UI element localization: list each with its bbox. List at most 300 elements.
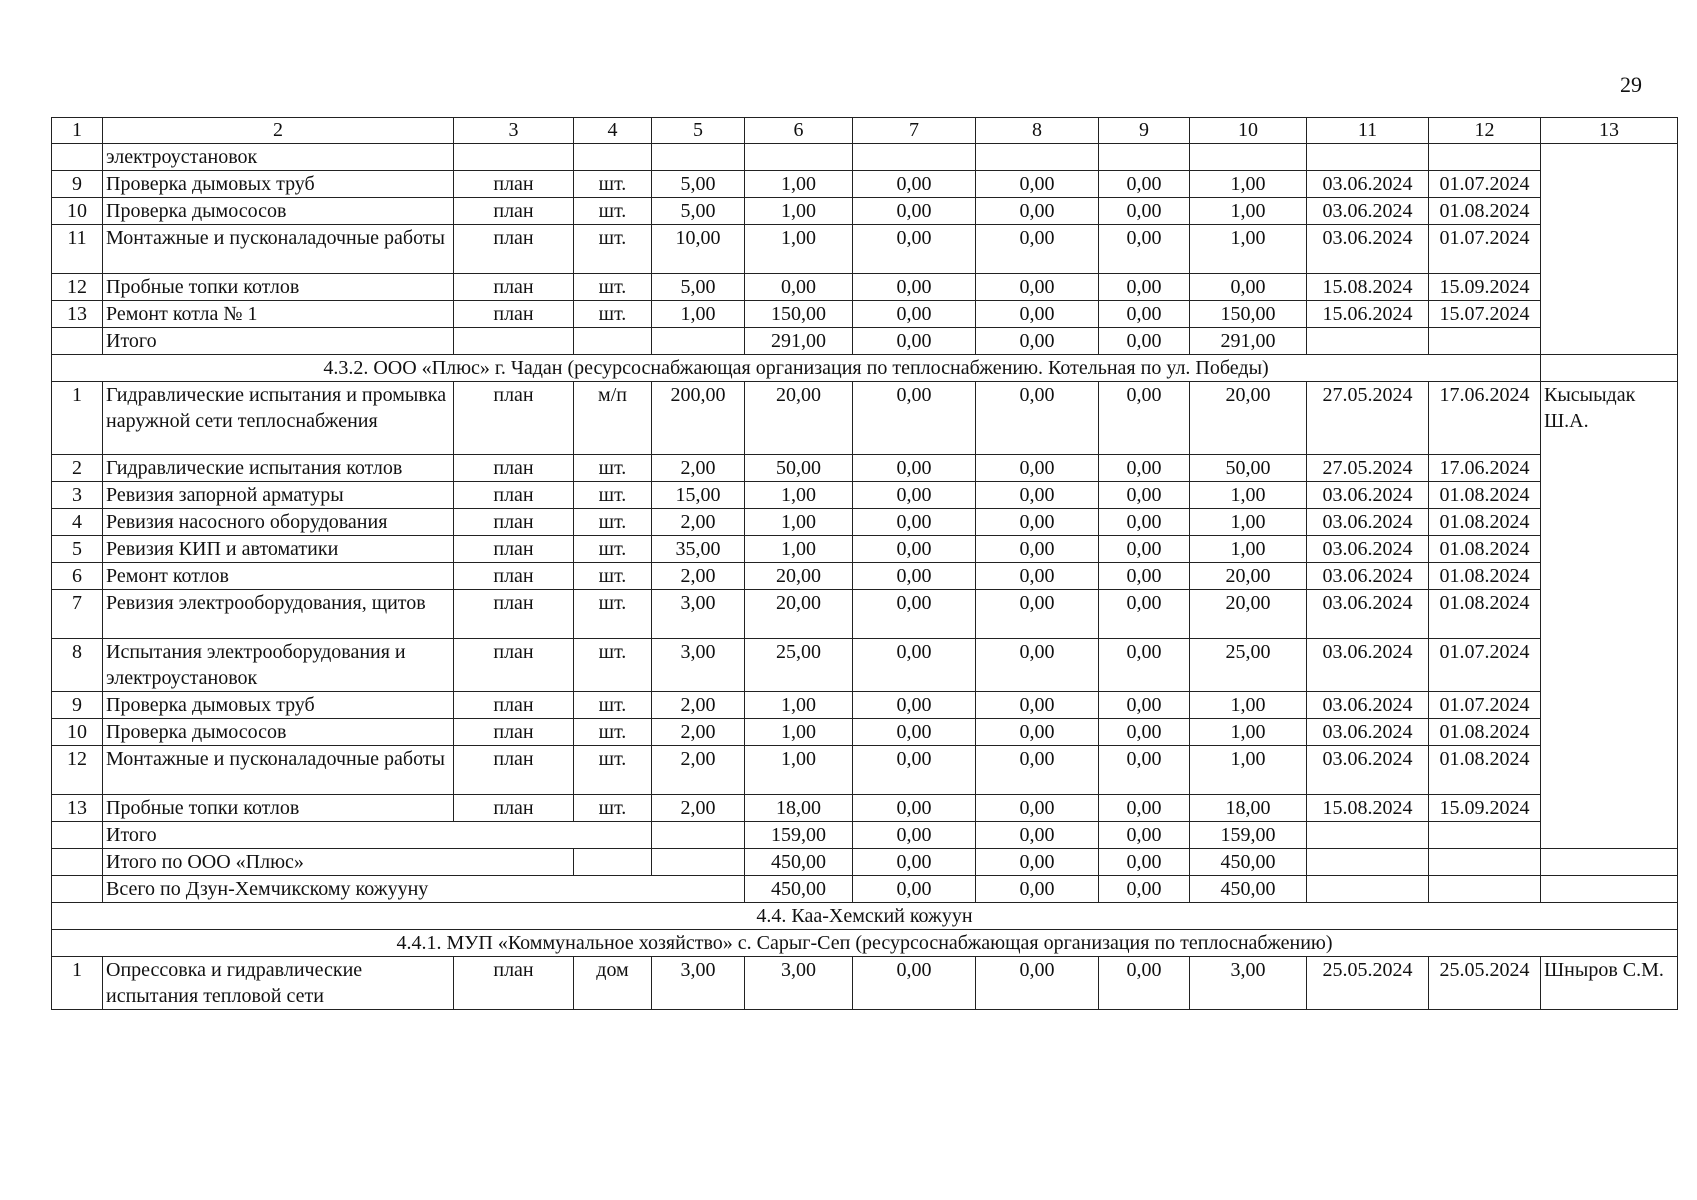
table-cell: 0,00 (1099, 795, 1190, 822)
table-cell: 18,00 (1190, 795, 1307, 822)
table-cell: 27.05.2024 (1307, 382, 1429, 455)
total-label: Итого (103, 822, 652, 849)
table-cell: 3,00 (1190, 957, 1307, 1010)
table-cell: 20,00 (1190, 590, 1307, 639)
work-name: Опрессовка и гидравлические испытания тепловой сети (103, 957, 454, 1010)
table-row (52, 225, 1678, 274)
table-cell: 1,00 (745, 692, 853, 719)
table-cell: 01.07.2024 (1429, 639, 1541, 692)
table-cell: 0,00 (976, 328, 1099, 355)
table-row (52, 639, 1678, 692)
table-cell: 3,00 (652, 590, 745, 639)
table-cell: план (454, 795, 574, 822)
table-cell: 1,00 (652, 301, 745, 328)
table-cell: 01.08.2024 (1429, 719, 1541, 746)
column-header: 10 (1190, 118, 1307, 144)
table-cell: 0,00 (1099, 639, 1190, 692)
total-row (52, 822, 1678, 849)
table-cell: план (454, 225, 574, 274)
table-cell: 0,00 (1099, 328, 1190, 355)
table-cell (52, 849, 103, 876)
work-name: Проверка дымососов (103, 719, 454, 746)
row-number: 2 (52, 455, 103, 482)
table-cell: план (454, 274, 574, 301)
table-cell: 20,00 (745, 382, 853, 455)
table-cell: 03.06.2024 (1307, 198, 1429, 225)
table-cell: 1,00 (745, 719, 853, 746)
table-cell: шт. (574, 590, 652, 639)
total-label: Итого (103, 328, 454, 355)
table-cell: 03.06.2024 (1307, 563, 1429, 590)
table-cell: 0,00 (1190, 274, 1307, 301)
table-cell (652, 328, 745, 355)
table-cell: 0,00 (976, 746, 1099, 795)
table-cell: 0,00 (853, 692, 976, 719)
table-cell: 0,00 (853, 536, 976, 563)
table-row (52, 482, 1678, 509)
work-name: Проверка дымовых труб (103, 692, 454, 719)
table-cell (1190, 144, 1307, 171)
table-cell: 0,00 (976, 719, 1099, 746)
table-cell: 450,00 (1190, 849, 1307, 876)
table-cell (1099, 144, 1190, 171)
table-cell: 18,00 (745, 795, 853, 822)
table-cell: 0,00 (1099, 225, 1190, 274)
row-number: 9 (52, 171, 103, 198)
table-cell: 50,00 (745, 455, 853, 482)
table-cell: план (454, 746, 574, 795)
table-cell: 2,00 (652, 563, 745, 590)
table-cell: 15.09.2024 (1429, 274, 1541, 301)
table-cell: 0,00 (976, 382, 1099, 455)
table-cell: 0,00 (853, 719, 976, 746)
table-cell: 01.08.2024 (1429, 482, 1541, 509)
table-cell (454, 144, 574, 171)
table-cell: шт. (574, 482, 652, 509)
row-number: 10 (52, 719, 103, 746)
table-cell: м/п (574, 382, 652, 455)
table-cell: 1,00 (1190, 482, 1307, 509)
table-row (52, 455, 1678, 482)
table-cell: 01.08.2024 (1429, 509, 1541, 536)
table-cell (1429, 328, 1541, 355)
work-name: Монтажные и пусконаладочные работы (103, 225, 454, 274)
total-row (52, 328, 1678, 355)
table-cell: план (454, 382, 574, 455)
table-cell: 1,00 (1190, 719, 1307, 746)
table-cell: 2,00 (652, 455, 745, 482)
table-cell: 01.08.2024 (1429, 536, 1541, 563)
table-cell: шт. (574, 301, 652, 328)
table-cell: 01.07.2024 (1429, 171, 1541, 198)
table-cell: 159,00 (1190, 822, 1307, 849)
table-cell: 1,00 (745, 746, 853, 795)
table-row (52, 590, 1678, 639)
table-cell: 0,00 (976, 822, 1099, 849)
table-cell: 20,00 (1190, 563, 1307, 590)
table-cell: 03.06.2024 (1307, 482, 1429, 509)
table-cell: 0,00 (853, 849, 976, 876)
table-cell (976, 144, 1099, 171)
table-cell: 03.06.2024 (1307, 590, 1429, 639)
table-cell: 3,00 (652, 639, 745, 692)
row-number: 6 (52, 563, 103, 590)
table-cell: 0,00 (853, 382, 976, 455)
table-cell (1429, 822, 1541, 849)
table-cell: 35,00 (652, 536, 745, 563)
table-cell: 0,00 (853, 274, 976, 301)
total-label: Итого по ООО «Плюс» (103, 849, 574, 876)
header-row (52, 118, 1678, 144)
work-name: Ревизия электрооборудования, щитов (103, 590, 454, 639)
row-number: 12 (52, 746, 103, 795)
page-number: 29 (1620, 72, 1642, 97)
table-cell: 0,00 (853, 957, 976, 1010)
total-row (52, 849, 1678, 876)
table-cell: 0,00 (976, 639, 1099, 692)
table-cell: 1,00 (745, 482, 853, 509)
table-cell: план (454, 482, 574, 509)
table-cell: 450,00 (745, 849, 853, 876)
table-cell (1541, 355, 1678, 382)
table-cell: 291,00 (1190, 328, 1307, 355)
table-cell: 2,00 (652, 719, 745, 746)
table-cell: шт. (574, 171, 652, 198)
row-number: 9 (52, 692, 103, 719)
table-cell: шт. (574, 225, 652, 274)
table-cell: 0,00 (1099, 590, 1190, 639)
table-cell (1541, 144, 1678, 355)
row-number: 8 (52, 639, 103, 692)
table-cell: 0,00 (1099, 382, 1190, 455)
work-name: Ревизия запорной арматуры (103, 482, 454, 509)
table-cell: 20,00 (745, 563, 853, 590)
table-cell: 0,00 (976, 509, 1099, 536)
table-cell (1307, 144, 1429, 171)
table-cell (52, 822, 103, 849)
table-cell: 0,00 (976, 301, 1099, 328)
work-name: Ревизия КИП и автоматики (103, 536, 454, 563)
table-cell: 1,00 (1190, 746, 1307, 795)
table-cell: 10,00 (652, 225, 745, 274)
table-cell: 0,00 (745, 274, 853, 301)
row-number: 13 (52, 301, 103, 328)
responsible-person: Шныров С.М. (1541, 957, 1678, 1010)
table-cell: 03.06.2024 (1307, 171, 1429, 198)
table-cell (1307, 876, 1429, 903)
table-cell: план (454, 171, 574, 198)
table-row (52, 692, 1678, 719)
table-cell: 150,00 (1190, 301, 1307, 328)
table-cell: шт. (574, 639, 652, 692)
row-number: 1 (52, 957, 103, 1010)
table-cell: 2,00 (652, 795, 745, 822)
table-cell: 0,00 (1099, 482, 1190, 509)
work-name: Ремонт котла № 1 (103, 301, 454, 328)
table-cell: 0,00 (976, 171, 1099, 198)
table-cell (1429, 849, 1541, 876)
table-cell: 0,00 (853, 590, 976, 639)
table-cell: 0,00 (976, 274, 1099, 301)
work-name: Гидравлические испытания котлов (103, 455, 454, 482)
table-cell: 0,00 (853, 198, 976, 225)
table-cell: 3,00 (652, 957, 745, 1010)
row-number: 13 (52, 795, 103, 822)
table-cell: 17.06.2024 (1429, 455, 1541, 482)
table-cell: 0,00 (853, 301, 976, 328)
table-cell: шт. (574, 692, 652, 719)
row-number: 7 (52, 590, 103, 639)
table-cell (1307, 328, 1429, 355)
table-cell: 1,00 (1190, 198, 1307, 225)
total-row (52, 876, 1678, 903)
table-cell: 03.06.2024 (1307, 746, 1429, 795)
table-cell (652, 849, 745, 876)
column-header: 12 (1429, 118, 1541, 144)
table-cell: 01.07.2024 (1429, 225, 1541, 274)
table-cell: 0,00 (1099, 536, 1190, 563)
table-cell: шт. (574, 509, 652, 536)
table-cell: план (454, 301, 574, 328)
work-name: Монтажные и пусконаладочные работы (103, 746, 454, 795)
table-cell: 15,00 (652, 482, 745, 509)
row-number: 1 (52, 382, 103, 455)
table-body (52, 118, 1678, 1010)
table-cell: план (454, 198, 574, 225)
table-row (52, 301, 1678, 328)
table-cell: 0,00 (976, 198, 1099, 225)
table-cell: 0,00 (1099, 746, 1190, 795)
table-cell: 0,00 (1099, 849, 1190, 876)
table-cell: 0,00 (853, 746, 976, 795)
table-row (52, 274, 1678, 301)
total-label: Всего по Дзун-Хемчикскому кожууну (103, 876, 745, 903)
table-cell: 0,00 (1099, 301, 1190, 328)
table-cell: дом (574, 957, 652, 1010)
table-cell: 0,00 (1099, 719, 1190, 746)
table-cell: план (454, 692, 574, 719)
table-cell: 1,00 (1190, 225, 1307, 274)
table-cell: шт. (574, 198, 652, 225)
table-cell: 0,00 (976, 536, 1099, 563)
table-cell: шт. (574, 536, 652, 563)
table-cell: 0,00 (853, 482, 976, 509)
table-cell: план (454, 590, 574, 639)
table-cell: 1,00 (1190, 171, 1307, 198)
table-cell (52, 876, 103, 903)
table-cell: 50,00 (1190, 455, 1307, 482)
table-cell: 15.08.2024 (1307, 274, 1429, 301)
table-cell (1429, 876, 1541, 903)
section-row (52, 930, 1678, 957)
table-cell: 450,00 (745, 876, 853, 903)
table-cell: 1,00 (745, 171, 853, 198)
row-number: 5 (52, 536, 103, 563)
table-cell (574, 144, 652, 171)
table-cell: 0,00 (853, 639, 976, 692)
section-row (52, 903, 1678, 930)
table-cell: 0,00 (853, 328, 976, 355)
table-cell: 27.05.2024 (1307, 455, 1429, 482)
table-row (52, 719, 1678, 746)
table-cell: 15.08.2024 (1307, 795, 1429, 822)
table-cell (745, 144, 853, 171)
table-row (52, 382, 1678, 455)
work-name: Проверка дымососов (103, 198, 454, 225)
table-cell: 25.05.2024 (1307, 957, 1429, 1010)
table-row (52, 795, 1678, 822)
table-cell: 0,00 (976, 482, 1099, 509)
row-number: 12 (52, 274, 103, 301)
table-cell: 0,00 (1099, 692, 1190, 719)
table-cell: 2,00 (652, 692, 745, 719)
table-cell: 25,00 (1190, 639, 1307, 692)
section-title: 4.4. Каа-Хемский кожуун (52, 903, 1678, 930)
table-cell: 0,00 (1099, 822, 1190, 849)
table-cell: 150,00 (745, 301, 853, 328)
table-cell: 0,00 (1099, 455, 1190, 482)
table-cell: 25,00 (745, 639, 853, 692)
table-cell (853, 144, 976, 171)
table-row (52, 171, 1678, 198)
column-header: 4 (574, 118, 652, 144)
table-cell: 15.07.2024 (1429, 301, 1541, 328)
table-cell: 0,00 (1099, 957, 1190, 1010)
table-cell: 03.06.2024 (1307, 639, 1429, 692)
row-number: 10 (52, 198, 103, 225)
table-cell (52, 328, 103, 355)
table-cell: шт. (574, 563, 652, 590)
table-cell: 0,00 (853, 171, 976, 198)
column-header: 11 (1307, 118, 1429, 144)
table-cell: 0,00 (853, 795, 976, 822)
section-title: 4.3.2. ООО «Плюс» г. Чадан (ресурсоснабжающая организация по теплоснабжению. Котельная по ул. Победы) (52, 355, 1541, 382)
table-cell: план (454, 719, 574, 746)
column-header: 8 (976, 118, 1099, 144)
table-cell: 5,00 (652, 198, 745, 225)
column-header: 1 (52, 118, 103, 144)
table-row (52, 563, 1678, 590)
work-name: Испытания электрооборудования и электроустановок (103, 639, 454, 692)
table-cell: 17.06.2024 (1429, 382, 1541, 455)
work-name: Пробные топки котлов (103, 795, 454, 822)
table-cell: 0,00 (1099, 171, 1190, 198)
table-cell: 0,00 (976, 876, 1099, 903)
table-cell: 20,00 (745, 590, 853, 639)
table-cell: 0,00 (976, 225, 1099, 274)
table-row (52, 536, 1678, 563)
table-cell (574, 328, 652, 355)
table-cell: шт. (574, 795, 652, 822)
column-header: 9 (1099, 118, 1190, 144)
table-cell: план (454, 509, 574, 536)
table-cell: 03.06.2024 (1307, 536, 1429, 563)
column-header: 6 (745, 118, 853, 144)
table-cell: 0,00 (1099, 876, 1190, 903)
table-cell: план (454, 536, 574, 563)
table-cell: 0,00 (853, 563, 976, 590)
column-header: 2 (103, 118, 454, 144)
table-cell: 03.06.2024 (1307, 225, 1429, 274)
table-cell: 0,00 (976, 849, 1099, 876)
section-row (52, 355, 1678, 382)
work-plan-table (51, 117, 1678, 1010)
table-cell: план (454, 563, 574, 590)
table-cell: 0,00 (1099, 509, 1190, 536)
table-cell: 200,00 (652, 382, 745, 455)
table-cell: 0,00 (976, 590, 1099, 639)
table-cell: 2,00 (652, 746, 745, 795)
table-cell (652, 144, 745, 171)
table-cell: 15.09.2024 (1429, 795, 1541, 822)
work-name: Гидравлические испытания и промывка наружной сети теплоснабжения (103, 382, 454, 455)
table-cell: 3,00 (745, 957, 853, 1010)
table-cell (1307, 822, 1429, 849)
table-cell: 01.08.2024 (1429, 198, 1541, 225)
table-cell: 15.06.2024 (1307, 301, 1429, 328)
table-cell: 1,00 (745, 198, 853, 225)
table-cell (1307, 849, 1429, 876)
column-header: 13 (1541, 118, 1678, 144)
table-cell (652, 822, 745, 849)
table-cell: 0,00 (1099, 563, 1190, 590)
table-cell: 0,00 (976, 795, 1099, 822)
table-cell: 0,00 (853, 225, 976, 274)
table-cell: 0,00 (976, 957, 1099, 1010)
table-cell (574, 849, 652, 876)
responsible-person: Кысыыдак Ш.А. (1541, 382, 1678, 849)
row-number: 4 (52, 509, 103, 536)
table-cell (1429, 144, 1541, 171)
table-cell: 0,00 (976, 563, 1099, 590)
row-number: 11 (52, 225, 103, 274)
table-row (52, 198, 1678, 225)
column-header: 3 (454, 118, 574, 144)
table-cell: 0,00 (853, 509, 976, 536)
table-cell: 01.07.2024 (1429, 692, 1541, 719)
table-cell: 03.06.2024 (1307, 719, 1429, 746)
table-cell: план (454, 455, 574, 482)
table-cell: 0,00 (976, 455, 1099, 482)
table-cell (454, 328, 574, 355)
table-cell: 1,00 (1190, 536, 1307, 563)
table-cell: 25.05.2024 (1429, 957, 1541, 1010)
table-cell: 0,00 (853, 455, 976, 482)
work-name: электроустановок (103, 144, 454, 171)
table-cell: 1,00 (1190, 509, 1307, 536)
table-cell: 159,00 (745, 822, 853, 849)
table-cell: 01.08.2024 (1429, 746, 1541, 795)
table-cell: 03.06.2024 (1307, 509, 1429, 536)
table-cell: план (454, 639, 574, 692)
table-cell: 0,00 (1099, 198, 1190, 225)
table-cell (52, 144, 103, 171)
table-cell: 5,00 (652, 274, 745, 301)
work-name: Ремонт котлов (103, 563, 454, 590)
table-cell: 0,00 (1099, 274, 1190, 301)
section-title: 4.4.1. МУП «Коммунальное хозяйство» с. Сарыг-Сеп (ресурсоснабжающая организация по теплоснабжению) (52, 930, 1678, 957)
table-cell: 2,00 (652, 509, 745, 536)
table-cell: шт. (574, 274, 652, 301)
table-cell: 1,00 (745, 225, 853, 274)
table-cell: 1,00 (745, 509, 853, 536)
table-cell: шт. (574, 455, 652, 482)
column-header: 7 (853, 118, 976, 144)
table-cell: 20,00 (1190, 382, 1307, 455)
table-cell: 0,00 (976, 692, 1099, 719)
table-cell (1541, 876, 1678, 903)
table-row (52, 144, 1678, 171)
